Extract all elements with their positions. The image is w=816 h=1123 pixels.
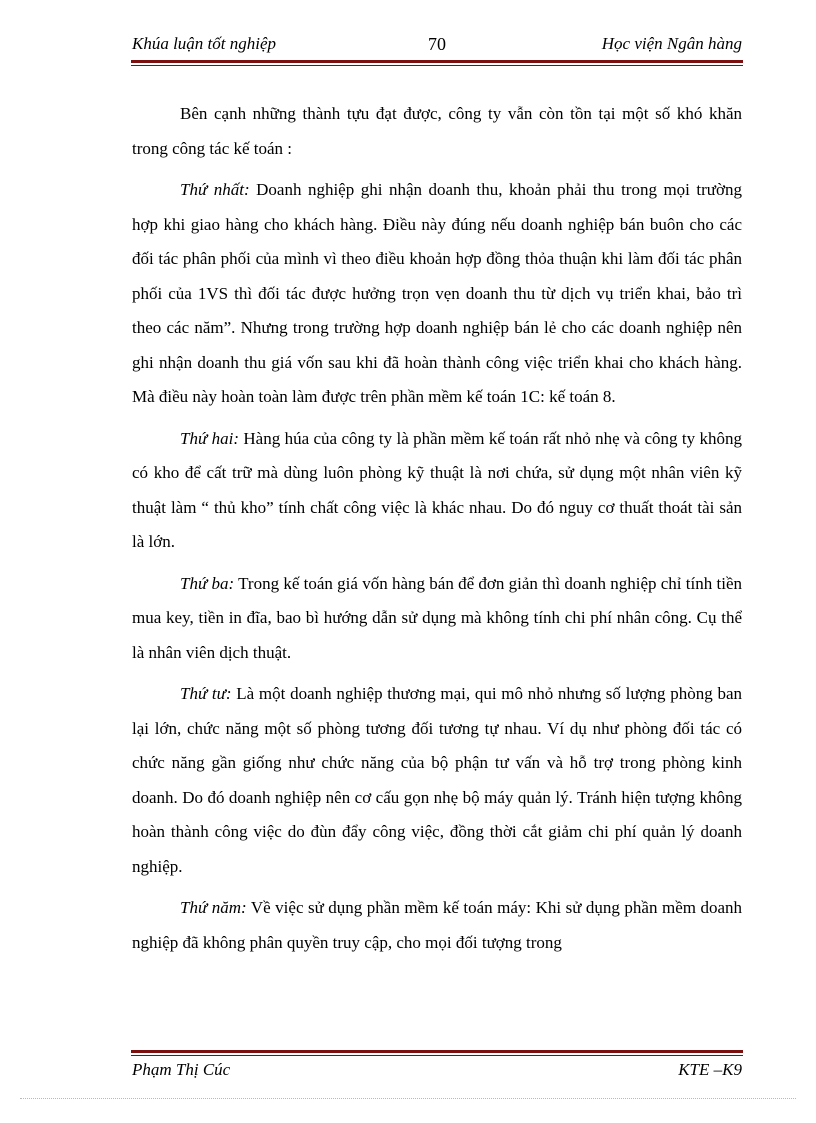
paragraph-third <box>132 567 742 671</box>
footer-rule-thin <box>131 1055 743 1056</box>
header-thesis-title: Khúa luận tốt nghiệp <box>132 34 277 53</box>
paragraph-label: Thứ hai: <box>180 428 239 448</box>
paragraph-text: Hàng húa của công ty là phần mềm kế toán rất nhỏ nhẹ và công ty không có kho để cất trữ mà dùng luôn phòng kỹ thuật là nơi chứa, sử dụng một nhân viên kỹ thuật làm “ thủ kho” tính chất công việc là khác nhau. Do đó nguy cơ thuất thoát tài sản là lớn. <box>132 428 742 551</box>
paragraph-second <box>132 422 742 560</box>
header-rule-thick <box>131 60 743 63</box>
paragraph-label: Thứ tư: <box>180 684 232 703</box>
paragraph-label: Thứ năm: <box>180 898 247 917</box>
page-footer <box>132 1060 742 1084</box>
page-number: 70 <box>428 34 446 54</box>
paragraph-text: Trong kế toán giá vốn hàng bán để đơn giản thì doanh nghiệp chỉ tính tiền mua key, tiền in đĩa, bao bì hướng dẫn sử dụng mà không tính chi phí nhân công. Cụ thể là nhân viên dịch thuật. <box>132 573 742 662</box>
intro-paragraph: Bên cạnh những thành tựu đạt được, công ty vẫn còn tồn tại một số khó khăn trong công tác kế toán : <box>132 104 742 158</box>
footer-rule-thick <box>131 1050 743 1053</box>
page-edge-divider <box>20 1098 796 1099</box>
header-rule-thin <box>131 65 743 66</box>
header-institution: Học viện Ngân hàng <box>601 34 742 53</box>
paragraph-first <box>132 173 742 415</box>
paragraph-label: Thứ ba: <box>180 573 235 593</box>
footer-author: Phạm Thị Cúc <box>132 1060 231 1079</box>
footer-class-code: KTE –K9 <box>678 1060 742 1079</box>
paragraph-label: Thứ nhất: <box>180 180 250 199</box>
paragraph-text: Về việc sử dụng phần mềm kế toán máy: Khi sử dụng phần mềm doanh nghiệp đã không phân quyền truy cập, cho mọi đối tượng trong <box>132 898 742 952</box>
paragraph-fourth <box>132 677 742 884</box>
paragraph-text: Là một doanh nghiệp thương mại, qui mô nhỏ nhưng số lượng phòng ban lại lớn, chức năng một số phòng tương đối tương tự nhau. Ví dụ như phòng đối tác có chức năng gần giống như chức năng của bộ phận tư vấn và hỗ trợ trong phòng kinh doanh. Do đó doanh nghiệp nên cơ cấu gọn nhẹ bộ máy quản lý. Tránh hiện tượng không hoàn thành công việc do đùn đẩy công việc, đồng thời cắt giảm chi phí quản lý doanh nghiệp. <box>132 684 743 876</box>
footer-rule <box>131 1050 743 1056</box>
paragraph-fifth <box>132 891 742 960</box>
paragraph-text: Doanh nghiệp ghi nhận doanh thu, khoản phải thu trong mọi trường hợp khi giao hàng cho khách hàng. Điều này đúng nếu doanh nghiệp bán buôn cho các đối tác phân phối của mình vì theo điều khoản hợp đồng thỏa thuận khi làm đối tác phân phối của 1VS thì đối tác được hưởng trọn vẹn doanh thu từ dịch vụ triển khai, bảo trì theo các năm”. Nhưng trong trường hợp doanh nghiệp bán lẻ cho các doanh nghiệp nên ghi nhận doanh thu giá vốn sau khi đã hoàn thành công việc triển khai cho khách hàng. Mà điều này hoàn toàn làm được trên phần mềm kế toán 1C: kế toán 8. <box>132 180 742 406</box>
document-body <box>132 97 742 967</box>
header-rule <box>131 60 743 66</box>
page-header <box>132 34 742 58</box>
